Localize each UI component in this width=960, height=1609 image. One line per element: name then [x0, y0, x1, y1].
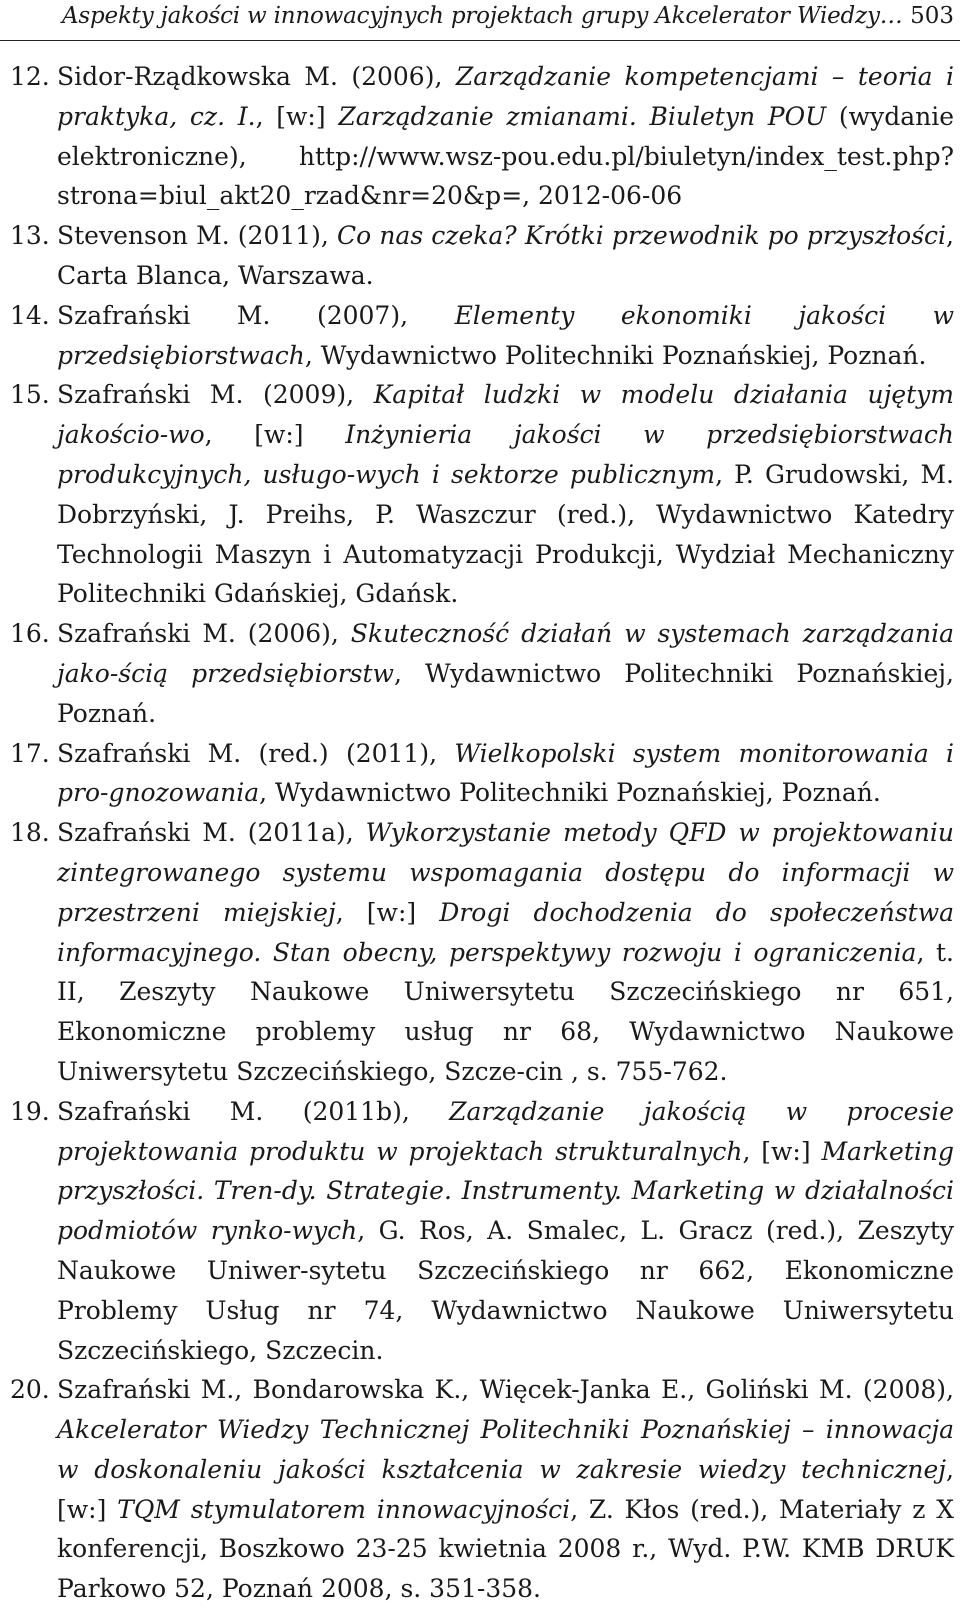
- reference-title-segment: Akcelerator Wiedzy Technicznej Politechniki Poznańskiej – innowacja w doskonaleniu jakości kształcenia w zakresie wiedzy technicznej: [57, 1415, 954, 1484]
- reference-title-segment: Zarządzanie kompetencjami – teoria i praktyka, cz. I.: [57, 62, 955, 131]
- reference-title-segment: Elementy ekonomiki jakości w przedsiębiorstwach: [57, 300, 954, 370]
- reference-text-segment: , Wydawnictwo Politechniki Poznańskiej, Poznań.: [304, 340, 927, 370]
- reference-text: [57, 1097, 954, 1365]
- reference-item: [0, 57, 960, 216]
- reference-item: [0, 734, 960, 814]
- reference-text-segment: , [w:]: [57, 1454, 954, 1524]
- reference-number: 15.: [10, 380, 50, 410]
- reference-item: [0, 296, 960, 376]
- reference-title-segment: Kapitał ludzki w modelu działania ujętym jakościo-wo: [57, 380, 954, 450]
- reference-text-segment: , [w:]: [742, 1136, 822, 1166]
- reference-title-segment: Wykorzystanie metody QFD w projektowaniu zintegrowanego systemu wspomagania dostępu do informacji w przestrzeni miejskiej: [57, 818, 954, 927]
- reference-text: [57, 1375, 954, 1603]
- reference-title-segment: Marketing przyszłości. Tren-dy. Strategie. Instrumenty. Marketing w działalności podmiotów rynko-wych: [57, 1136, 954, 1246]
- reference-text-segment: Szafrański M. (2009),: [57, 380, 374, 410]
- reference-text-segment: , Carta Blanca, Warszawa.: [57, 221, 954, 290]
- reference-title-segment: Drogi dochodzenia do społeczeństwa informacyjnego. Stan obecny, perspektywy rozwoju i ograniczenia: [57, 897, 955, 967]
- reference-text: [57, 301, 954, 370]
- running-title: Aspekty jakości w innowacyjnych projektach grupy Akcelerator Wiedzy…: [62, 3, 903, 29]
- reference-text: [57, 739, 954, 808]
- reference-text-segment: , P. Grudowski, M. Dobrzyński, J. Preihs, P. Waszczur (red.), Wydawnictwo Katedry Technologii Maszyn i Automatyzacji Produkcji, Wydział Mechaniczny Politechniki Gdańskiej, Gdańsk.: [57, 459, 955, 609]
- reference-text-segment: Szafrański M. (2011a),: [57, 818, 366, 848]
- reference-item: [0, 813, 960, 1092]
- reference-text-segment: , G. Ros, A. Smalec, L. Gracz (red.), Zeszyty Naukowe Uniwer-sytetu Szczecińskiego nr 662, Ekonomiczne Problemy Usług nr 74, Wydawnictwo Naukowe Uniwersytetu Szczecińskiego, Szczecin.: [57, 1216, 954, 1365]
- reference-text-segment: Sidor-Rządkowska M. (2006),: [57, 62, 456, 91]
- reference-number: 17.: [10, 738, 50, 768]
- reference-text: [57, 619, 954, 728]
- reference-title-segment: TQM stymulatorem innowacyjności: [117, 1494, 571, 1524]
- reference-text-segment: , [w:]: [204, 420, 346, 450]
- reference-number: 12.: [10, 62, 50, 91]
- reference-number: 14.: [10, 300, 50, 330]
- reference-text-segment: , t. II, Zeszyty Naukowe Uniwersytetu Szczecińskiego nr 651, Ekonomiczne problemy usług nr 68, Wydawnictwo Naukowe Uniwersytetu Szczecińskiego, Szcze-cin , s. 755-762.: [57, 937, 954, 1086]
- reference-text-segment: , Z. Kłos (red.), Materiały z X konferencji, Boszkowo 23-25 kwietnia 2008 r., Wyd. P.W. KMB DRUK Parkowo 52, Poznań 2008, s. 351-358.: [57, 1494, 955, 1604]
- reference-title-segment: Co nas czeka? Krótki przewodnik po przyszłości: [337, 221, 947, 251]
- reference-text: [57, 62, 954, 210]
- page-number: 503: [910, 3, 954, 29]
- reference-title-segment: Skuteczność działań w systemach zarządzania jako-ścią przedsiębiorstw: [57, 619, 954, 688]
- reference-number: 19.: [10, 1096, 50, 1126]
- reference-item: [0, 1370, 960, 1609]
- reference-text-segment: , [w:]: [255, 101, 339, 131]
- reference-text-segment: Szafrański M. (2006),: [57, 619, 351, 649]
- reference-text: [57, 221, 954, 290]
- reference-text-segment: Szafrański M. (red.) (2011),: [57, 738, 455, 768]
- reference-list: [0, 57, 960, 1609]
- reference-text-segment: Stevenson M. (2011),: [57, 221, 337, 251]
- reference-item: [0, 216, 960, 296]
- reference-text-segment: , [w:]: [335, 897, 440, 927]
- reference-text: [57, 380, 954, 608]
- reference-text: [57, 818, 954, 1086]
- reference-number: 16.: [10, 619, 50, 649]
- reference-item: [0, 614, 960, 733]
- reference-number: 20.: [10, 1375, 50, 1405]
- reference-title-segment: Zarządzanie jakością w procesie projektowania produktu w projektach strukturalnych: [57, 1096, 954, 1166]
- reference-text-segment: , Wydawnictwo Politechniki Poznańskiej, Poznań.: [57, 658, 954, 728]
- reference-number: 13.: [10, 221, 50, 251]
- reference-text-segment: Szafrański M., Bondarowska K., Więcek-Janka E., Goliński M. (2008),: [57, 1375, 954, 1405]
- page-header: [0, 0, 960, 41]
- reference-text-segment: , Wydawnictwo Politechniki Poznańskiej, Poznań.: [259, 778, 881, 808]
- reference-title-segment: Wielkopolski system monitorowania i pro-gnozowania: [57, 738, 954, 808]
- reference-text-segment: Szafrański M. (2007),: [57, 300, 455, 330]
- reference-item: [0, 1092, 960, 1371]
- reference-text-segment: Szafrański M. (2011b),: [57, 1096, 450, 1126]
- reference-item: [0, 375, 960, 614]
- reference-number: 18.: [10, 818, 50, 848]
- reference-title-segment: Zarządzanie zmianami. Biuletyn POU: [338, 101, 827, 131]
- reference-text-segment: (wydanie elektroniczne), http://www.wsz-pou.edu.pl/biuletyn/index_test.php?strona=biul_akt20_rzad&nr=20&p=, 2012-06-06: [57, 101, 954, 211]
- reference-title-segment: Inżynieria jakości w przedsiębiorstwach produkcyjnych, usługo-wych i sektorze publicznym: [57, 420, 955, 489]
